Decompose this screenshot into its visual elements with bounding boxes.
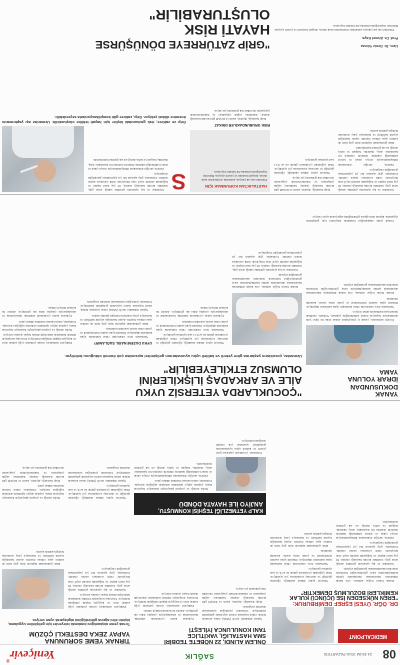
sidebar-title: HASTALIKTAN KORUNMAK İÇİN — [205, 184, 267, 189]
body-paragraph: Zatürre, akciğer dokusunun iltihaplanmasıyla ortaya çıkan ve tedavi edilmediği takdirde ölümcül olabilen bir hastalıktır. Ateş, öksürük, balgam ve nefes darlığı en sık görülen belirtileridir. — [88, 158, 168, 171]
badge-label: MEDICALPOINT — [348, 633, 388, 639]
headline-line: TIRNAK YEME SORUNUNA — [44, 637, 130, 644]
blanket — [12, 126, 74, 158]
story-three-body-2 — [2, 506, 64, 566]
patient-head — [34, 160, 56, 182]
hands-photo — [2, 569, 64, 609]
brand-name: Yeniçevir — [9, 648, 56, 662]
badge — [338, 629, 398, 643]
body-paragraph: Yatmadan önce elektronik cihaz kullanımı uyku kalitesini düşürüyor. Düzenli uyku saatleri belirlenmeli ve yatak odası sessiz, karanlık tutulmalı. — [156, 319, 228, 332]
story-two-subhead: UYKU DÜZENİ NASIL SAĞLANIR? — [93, 341, 152, 345]
body-paragraph: Uykusuz kalan çocuklarda sinirlilik, huzursuzluk ve arkadaşlarıyla çatışma daha sık görülüyor. Aileler bu konuda bilinçli olmalı. — [156, 306, 228, 319]
doctor-photo — [272, 607, 334, 643]
story-six-body-2 — [270, 403, 332, 583]
sidebar-body: Ellerinizi sık sık yıkayın, kalabalık ortamlardan uzak durun, dengeli beslenin ve yeterli uyuyun. Belirtiler başladığında mutlaka bir hekime başvurun. — [201, 170, 267, 182]
masthead — [0, 644, 400, 665]
headline-line: ANJİYO İLE HAYATA DÖNDÜ — [179, 499, 263, 507]
patient-photo — [216, 457, 266, 491]
title-line: YAMA — [379, 367, 398, 375]
body-paragraph: Spinal müsküler atrofi (SMA) tanısı konulan bebek, erken başlanan tedavi sayesinde gelişimini sürdürüyor. Uzmanlar yenidoğan taramasının önemini vurguladı. — [202, 604, 266, 621]
caption-doctor: Uzm. Dr. Deniz Yılmaz — [360, 44, 398, 48]
headline-line: DR. ÖĞR. ÜYESİ EŞREF DEMİRBURUK: — [292, 600, 398, 606]
story-five-headline — [134, 626, 266, 643]
headline-line: ÖNLEM ALINDI, 22 NÖBETE TEDBİRİ — [164, 638, 266, 644]
body-paragraph: Zatürre, akciğer dokusunun iltihaplanmasıyla ortaya çıkan ve tedavi edilmediği takdirde ölümcül olabilen bir hastalıktır. Ateş, öksürük, balgam ve nefes darlığı en sık görülen belirtileridir. — [134, 461, 212, 478]
child-head — [258, 311, 278, 331]
story-five-body-2 — [134, 521, 198, 621]
story-two — [2, 197, 302, 397]
brand-logo — [6, 647, 55, 662]
patient-photo-main — [2, 126, 84, 192]
right-column-body-2 — [2, 403, 64, 500]
body-paragraph: Yatmadan önce elektronik cihaz kullanımı uyku kalitesini düşürüyor. Düzenli uyku saatleri belirlenmeli ve yatak odası sessiz, karanlık tutulmalı. — [270, 549, 332, 566]
story-two-body-4 — [232, 199, 302, 289]
story-three-headline — [2, 630, 130, 643]
main-body-right — [88, 126, 168, 192]
story-four-body — [134, 405, 212, 491]
body-paragraph: Yetersiz uyku; dikkat eksikliği, öğrenme güçlüğü ve davranış sorunlarına yol açabiliyor. Okul çağındaki çocukların günde en az 9-11 saat uyuması gerekiyor. — [274, 158, 334, 175]
body-paragraph: Psikiyatri uzmanları, tırnak yemenin çoğu zaman stres ve kaygıyla ilişkili olduğunu belirtiyor. Davranış terapisiyle birlikte kullanılan teknolojik destek başarı oranını artırıyor. — [68, 592, 130, 609]
body-paragraph: Yetersiz uyku; dikkat eksikliği, öğrenme güçlüğü ve davranış sorunlarına yol açabiliyor. Okul çağındaki çocukların günde en az 9-11 saat uyuması gerekiyor. — [156, 332, 228, 345]
headline-line: OLUŞTURABİLİR" — [149, 7, 270, 23]
body-paragraph: Nefes darlığı ve çarpıntı şikayetiyle hastaneye başvuran hasta, yapılan anjiyo işleminin ardından sağlığına kavuştu. Uzmanlar, erken tanının önemine dikkat çekti. — [134, 478, 212, 491]
main-body-left-2 — [274, 52, 334, 192]
surgeon-photo — [306, 325, 398, 365]
body-paragraph: Kulak burun boğaz uzmanı, orta kulak iltihabının tekrarlaması durumunda işitme kemikçiklerinin zarar görebileceğini belirterek tedavinin aksatılmaması gerektiğini söyledi. — [232, 272, 302, 289]
story-two-lead: Uzmanlar, çocukların yaşlarına göre yeterli ve kaliteli uyku uyumalarının gelişimleri açısından çok önemli olduğunu belirtiyor. — [64, 354, 302, 359]
left-bottom-body — [306, 197, 398, 223]
body-paragraph: Uzmanlar, çocukların yaşlarına göre yeterli ve kaliteli uyku uyumalarının gelişimleri açısından çok önemli olduğunu belirtiyor. — [216, 438, 266, 455]
story-six-body — [336, 403, 398, 583]
main-subhead: RİSK GRUBUNDAKİLER DİKKAT — [214, 123, 270, 127]
body-paragraph: Sonbahar ve kış aylarında görülme sıklığı artan grip, özellikle kronik hastalığı olanlar, 65 yaş üzeri kişiler ve bağışıklık sistemi zayıf olan bireylerde ciddi sorunlara neden olabilir. Uzmanlar, grip aşısının her yıl yaptırılması gerektiğini vurguluyor. — [88, 171, 168, 192]
story-three-lead: Tırnak yeme alışkanlığını bırakmak isteyenler için geliştirilen uygulama, kişinin elini ağzına götürdüğünü algılayarak uyarı veriyor. — [7, 617, 130, 626]
section-label: SAĞLIK — [184, 652, 214, 659]
headline-line: SMA HASTALIĞI, VAKİTLİCE — [187, 632, 266, 639]
headline-line: HAYATİ RİSK — [184, 22, 270, 38]
story-two-body-2 — [80, 199, 152, 345]
body-paragraph: Ellerinizi sık sık yıkayın, kalabalık ortamlardan uzak durun, dengeli beslenin ve yeterli uyuyun. Belirtiler başladığında mutlaka bir hekime başvurun. — [274, 23, 398, 32]
body-paragraph: Spinal müsküler atrofi (SMA) tanısı konulan bebek, erken başlanan tedavi sayesinde gelişimini sürdürüyor. Uzmanlar yenidoğan taramasının önemini vurguladı. — [68, 466, 130, 483]
headline-line: "ÇOCUKLARDA YETERSİZ UYKU — [135, 386, 302, 398]
date-line: 24 EKİM 2016 PAZARTESİ — [323, 652, 372, 657]
story-three — [2, 503, 130, 643]
divider — [0, 194, 400, 195]
main-lead — [2, 100, 186, 124]
story-two-body-3 — [2, 199, 76, 345]
body-paragraph: Zatürre, akciğer dokusunun iltihaplanmasıyla ortaya çıkan ve tedavi edilmediği takdirde ölümcül olabilen bir hastalıktır. Ateş, öksürük, balgam ve nefes darlığı en sık görülen belirtileridir. — [336, 519, 398, 541]
body-paragraph: Yatmadan önce elektronik cihaz kullanımı uyku kalitesini düşürüyor. Düzenli uyku saatleri belirlenmeli ve yatak odası sessiz, karanlık tutulmalı. — [306, 296, 398, 309]
body-paragraph: Yetersiz uyku; dikkat eksikliği, öğrenme güçlüğü ve davranış sorunlarına yol açabiliyor. Okul çağındaki çocukların günde en az 9-11 saat uyuması gerekiyor. — [270, 566, 332, 583]
title-line: YANAK — [375, 390, 398, 397]
story-two-headline — [2, 363, 302, 398]
drop-cap: S — [171, 169, 186, 194]
body-paragraph: Nefes darlığı ve çarpıntı şikayetiyle hastaneye başvuran hasta, yapılan anjiyo işleminin ardından sağlığına kavuştu. Uzmanlar, erken tanının önemine dikkat çekti. — [2, 319, 76, 332]
story-two-body — [156, 199, 228, 345]
headline-line: AİLE VE ARKADAŞ İLİŞKİLERİNİ — [139, 374, 302, 387]
surgeon-head — [346, 342, 362, 359]
story-four — [134, 403, 266, 515]
hand-shape — [16, 577, 50, 599]
body-paragraph: Risk grubundaki kişilerin hem grip hem de zatürre aşısı olması önerilir. Aşılar hastalığın seyrini hafifletir ve hastaneye yatış oranlarını belirgin şekilde azaltır. — [2, 549, 64, 566]
body-paragraph: Risk grubundaki kişilerin hem grip hem de zatürre aşısı olması önerilir. Aşılar hastalığın seyrini hafifletir ve hastaneye yatış oranlarını belirgin şekilde azaltır. — [80, 313, 152, 326]
headline-line: TANI KONULUNCA İYİLEŞTİ — [189, 626, 266, 633]
child-photo — [232, 293, 302, 345]
patient-body — [226, 457, 258, 473]
patient-head — [236, 472, 250, 487]
body-paragraph: Kalp hastalığı, diyabet, astım ve KOAH gibi kronik hastalığı olanlar; hamileler, sağlık çalışanları ve bakımevlerinde yaşayanlar öncelikli risk grubunda yer alıyor. — [190, 108, 270, 121]
side-story-title — [306, 367, 398, 397]
story-six-headline — [270, 588, 398, 605]
page-number: 08 — [382, 647, 396, 661]
body-paragraph: Yetersiz uyku; dikkat eksikliği, öğrenme güçlüğü ve davranış sorunlarına yol açabiliyor. Okul çağındaki çocukların günde en az 9-11 saat uyuması gerekiyor. — [68, 483, 130, 500]
body-paragraph: Psikiyatri uzmanları, tırnak yemenin çoğu zaman stres ve kaygıyla ilişkili olduğunu belirtiyor. Davranış terapisiyle birlikte kullanılan teknolojik destek başarı oranını artırıyor. — [2, 332, 76, 345]
main-body-bottom-left — [274, 2, 398, 32]
side-story — [306, 227, 398, 397]
body-paragraph: Uykusuz kalan çocuklarda sinirlilik, huzursuzluk ve arkadaşlarıyla çatışma daha sık görülüyor. Aileler bu konuda bilinçli olmalı. — [2, 306, 76, 319]
body-paragraph: Yatmadan önce elektronik cihaz kullanımı uyku kalitesini düşürüyor. Düzenli uyku saatleri belirlenmeli ve yatak odası sessiz, karanlık tutulmalı. — [80, 326, 152, 339]
body-paragraph: Spinal müsküler atrofi (SMA) tanısı konulan bebek, erken başlanan tedavi sayesinde gelişimini sürdürüyor. Uzmanlar yenidoğan taramasının önemini vurguladı. — [80, 300, 152, 313]
body-paragraph: Sonbahar ve kış aylarında görülme sıklığı artan grip, özellikle kronik hastalığı olanlar, 65 yaş üzeri kişiler ve bağışıklık sistemi zayıf olan bireylerde ciddi sorunlara neden olabilir. Uzmanlar, grip aşısının her yıl yaptırılması gerektiğini vurguluyor. — [232, 251, 302, 272]
headline-line: KEMİKLERİ BOZULMUŞ DEMEKTİR" — [300, 588, 398, 595]
body-paragraph: Uykusuz kalan çocuklarda sinirlilik, huzursuzluk ve arkadaşlarıyla çatışma daha sık görülüyor. Aileler bu konuda bilinçli olmalı. — [134, 608, 198, 621]
story-three-body — [68, 505, 130, 609]
story-four-body-2 — [216, 405, 266, 455]
main-body-center — [190, 52, 270, 127]
main-story — [0, 0, 400, 192]
title-line: İDRAR YOLUNA — [347, 375, 398, 383]
body-paragraph: Nefes darlığı ve çarpıntı şikayetiyle hastaneye başvuran hasta, yapılan anjiyo işleminin ardından sağlığına kavuştu. Uzmanlar, erken tanının önemine dikkat çekti. — [2, 483, 64, 500]
doctor-coat — [286, 607, 324, 623]
story-five-body — [202, 521, 266, 621]
right-column-body — [68, 403, 130, 500]
body-paragraph: Kulak burun boğaz uzmanı, orta kulak iltihabının tekrarlaması durumunda işitme kemikçiklerinin zarar görebileceğini belirterek tedavinin aksatılmaması gerektiğini söyledi. — [306, 283, 398, 296]
body-paragraph: Kalp hastalığı, diyabet, astım ve KOAH gibi kronik hastalığı olanlar; hamileler, sağlık çalışanları ve bakımevlerinde yaşayanlar öncelikli risk grubunda yer alıyor. — [2, 466, 64, 483]
body-paragraph: Sonbahar ve kış aylarında görülme sıklığı artan grip, özellikle kronik hastalığı olanlar, 65 yaş üzeri kişiler ve bağışıklık sistemi zayıf olan bireylerde ciddi sorunlara neden olabilir. Uzmanlar, grip aşısının her yıl yaptırılması gerektiğini vurguluyor. — [338, 167, 398, 192]
story-five — [134, 518, 266, 643]
headline-line: OLUMSUZ ETKİLEYEBİLİR" — [163, 363, 302, 375]
main-headline — [2, 7, 270, 50]
main-body-left — [338, 52, 398, 192]
body-paragraph: Kulak burun boğaz uzmanı, orta kulak iltihabının tekrarlaması durumunda işitme kemikçiklerinin zarar görebileceğini belirterek tedavinin aksatılmaması gerektiğini söyledi. — [336, 566, 398, 583]
surgeon-coat — [334, 325, 374, 343]
story-four-headline-box — [134, 493, 266, 515]
body-paragraph: Zatürre, akciğer dokusunun iltihaplanmasıyla ortaya çıkan ve tedavi edilmediği takdirde ölümcül olabilen bir hastalıktır. Ateş, öksürük, balgam ve nefes darlığı en sık görülen belirtileridir. — [338, 146, 398, 167]
sidebar-box — [190, 130, 270, 192]
body-paragraph: Kalp hastalığı, diyabet, astım ve KOAH gibi kronik hastalığı olanlar; hamileler, sağlık çalışanları ve bakımevlerinde yaşayanlar öncelikli risk grubunda yer alıyor. — [202, 587, 266, 604]
brand-mark: ® — [6, 657, 10, 662]
headline-line: KALP YETMEZLİĞİ TEŞHİSİ KONMUŞTU, — [158, 507, 263, 513]
headline-line: "GRİP ZATÜRREYE DÖNÜŞÜRSE — [95, 38, 270, 50]
body-paragraph: Kalp hastalığı, diyabet, astım ve KOAH gibi kronik hastalığı olanlar; hamileler, sağlık çalışanları ve bakımevlerinde yaşayanlar öncelikli risk grubunda yer alıyor. — [274, 175, 334, 192]
body-paragraph: Sonbahar ve kış aylarında görülme sıklığı artan grip, özellikle kronik hastalığı olanlar, 65 yaş üzeri kişiler ve bağışıklık sistemi zayıf olan bireylerde ciddi sorunlara neden olabilir. Uzmanlar, grip aşısının her yıl yaptırılması gerektiğini vurguluyor. — [336, 541, 398, 566]
body-paragraph: Tırnak yeme alışkanlığını bırakmak isteyenler için geliştirilen uygulama, kişinin elini ağzına götürdüğünü algılayarak uyarı veriyor. — [306, 214, 398, 223]
body-paragraph: Risk grubundaki kişilerin hem grip hem de zatürre aşısı olması önerilir. Aşılar hastalığın seyrini hafifletir ve hastaneye yatış oranlarını belirgin şekilde azaltır. — [270, 532, 332, 549]
body-paragraph: Sonbahar ve kış aylarında görülme sıklığı artan grip, özellikle kronik hastalığı olanlar, 65 yaş üzeri kişiler ve bağışıklık sistemi zayıf olan bireylerde ciddi sorunlara neden olabilir. Uzmanlar, grip aşısının her yıl yaptırılması gerektiğini vurguluyor. — [68, 567, 130, 592]
body-paragraph: Üroloji uzmanları, yanak iç yüzeyinden alınan doku ile idrar yolu darlıklarının başarıyla tedavi edilebildiğini açıkladı. Yöntem, özellikle tekrarlayan darlıklarda umut veriyor. — [306, 309, 398, 322]
doctor-head — [298, 621, 314, 639]
headline-line: "EREN NÜKSEDEN İSE ÜÇÜNCÜ KULAK — [289, 594, 398, 601]
divider — [0, 400, 400, 401]
headline-line: YAPAY ZEKA DESTEKLİ ÇÖZÜM — [29, 630, 130, 638]
side-story-body — [306, 227, 398, 322]
caption-expert: Prof. Dr. Ahmet Kaya — [362, 36, 398, 40]
main-lead-text: Grip ve zatürre, risk grubundaki kişiler için hayati tehlike oluşturabilir. Uzmanlar aşı yaptırmanın önemine dikkat çekiyor. Grip, zatürre gibi komplikasyonlarla seyredebilir. — [2, 115, 186, 124]
title-line: DOKUSUNDAN — [350, 382, 398, 390]
body-paragraph: Psikiyatri uzmanları, tırnak yemenin çoğu zaman stres ve kaygıyla ilişkili olduğunu belirtiyor. Davranış terapisiyle birlikte kullanılan teknolojik destek başarı oranını artırıyor. — [134, 591, 198, 608]
story-six — [270, 403, 398, 643]
body-paragraph: Risk grubundaki kişilerin hem grip hem de zatürre aşısı olması önerilir. Aşılar hastalığın seyrini hafifletir ve hastaneye yatış oranlarını belirgin şekilde azaltır. — [338, 128, 398, 146]
